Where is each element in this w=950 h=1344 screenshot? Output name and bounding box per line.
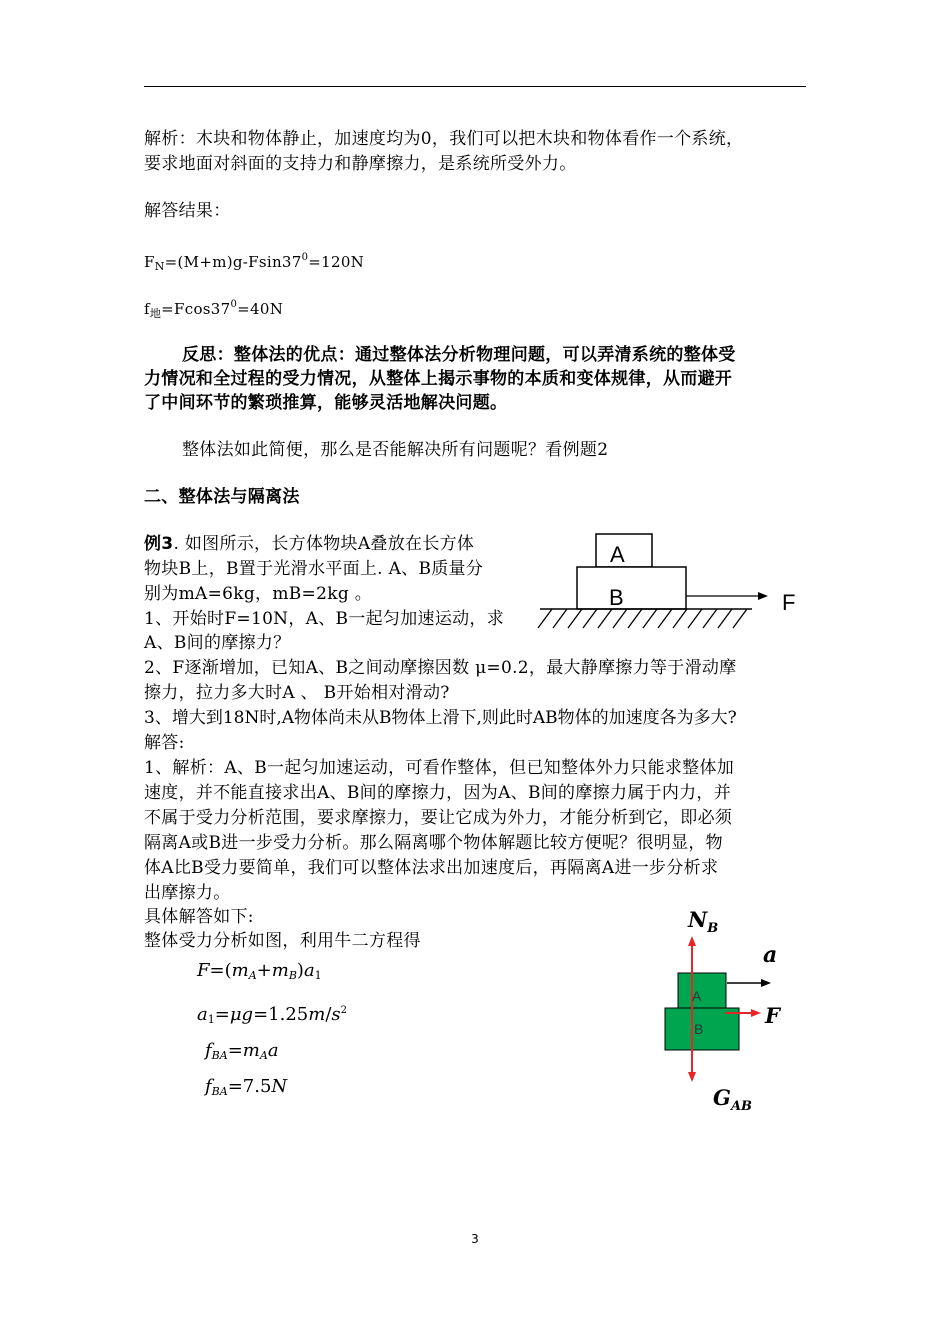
example-line-2: 物块B上，B置于光滑水平面上. A、B质量分: [144, 559, 484, 579]
answer-heading: 解答:: [144, 733, 185, 753]
acceleration-label: a: [763, 942, 778, 968]
solution-line-4: 隔离A或B进一步受力分析。那么隔离哪个物体解题比较方便呢？很明显，物: [144, 833, 723, 853]
reflection-line-1: 反思：整体法的优点：通过整体法分析物理问题，可以弄清系统的整体受: [182, 345, 736, 365]
applied-force-arrowhead: [751, 1009, 761, 1017]
acceleration-arrowhead: [761, 979, 771, 987]
block-a-text: A: [692, 988, 702, 1004]
question-1a: 1、开始时F=10N，A、B一起匀加速运动，求: [144, 609, 505, 629]
transition-text: 整体法如此简便，那么是否能解决所有问题呢？看例题2: [182, 440, 609, 460]
equation-normal-force: $F_N=(M+m)g-Fsin37^0=120N$: [144, 252, 365, 273]
block-a-green: [678, 973, 726, 1008]
equation-4: $f_{BA}=7.5N$: [205, 1076, 288, 1098]
question-3: 3、增大到18N时,A物体尚未从B物体上滑下,则此时AB物体的加速度各为多大?: [144, 708, 737, 728]
stacked-blocks-figure: [530, 530, 810, 640]
example-label: 例3: [144, 534, 174, 554]
reflection-line-3: 了中间环节的繁琐推算，能够灵活地解决问题。: [144, 393, 508, 413]
solution-line-1: 1、解析：A、B一起匀加速运动，可看作整体，但已知整体外力只能求整体加: [144, 758, 735, 778]
block-b-label: B: [609, 585, 624, 610]
solution-line-5: 体A比B受力要简单，我们可以整体法求出加速度后，再隔离A进一步分析求: [144, 858, 719, 878]
equation-1: $F=(m_A+m_B)a_1$: [197, 960, 322, 982]
solution-line-8: 整体受力分析如图，利用牛二方程得: [144, 931, 421, 951]
equation-2: $a_1=\mu g=1.25m/s^2$: [197, 1004, 348, 1026]
force-arrowhead: [758, 592, 768, 600]
normal-force-arrowhead: [688, 936, 696, 946]
gravity-arrowhead: [688, 1072, 696, 1082]
example-line-1: 例3. 如图所示，长方体物块A叠放在长方体: [144, 534, 475, 554]
result-heading: 解答结果：: [144, 201, 231, 221]
solution-line-6: 出摩擦力。: [144, 883, 231, 903]
question-2a: 2、F逐渐增加，已知A、B之间动摩擦因数 μ=0.2，最大静摩擦力等于滑动摩: [144, 658, 737, 678]
analysis-line-2: 要求地面对斜面的支持力和静摩擦力，是系统所受外力。: [144, 154, 577, 174]
block-b: [577, 567, 686, 609]
section-heading: 二、整体法与隔离法: [144, 487, 300, 507]
normal-force-label: $N_B$: [688, 907, 719, 936]
example-line-3: 别为mA=6kg，mB=2kg 。: [144, 584, 373, 604]
applied-force-label: F: [765, 1003, 780, 1028]
equation-3: $f_{BA}=m_Aa$: [205, 1040, 279, 1062]
block-a-label: A: [610, 542, 625, 567]
block-b-text: B: [694, 1021, 704, 1037]
solution-line-2: 速度，并不能直接求出A、B间的摩擦力，因为A、B间的摩擦力属于内力，并: [144, 783, 732, 803]
reflection-line-2: 力情况和全过程的受力情况，从整体上揭示事物的本质和变体规律，从而避开: [144, 369, 733, 389]
gravity-label: $G_{AB}$: [713, 1085, 753, 1114]
page-number: 3: [471, 1232, 479, 1246]
equation-ground-friction: $f_地=Fcos37^0=40N$: [144, 299, 284, 320]
question-1b: A、B间的摩擦力？: [144, 633, 291, 653]
ground-hatch: [538, 609, 747, 628]
solution-line-3: 不属于受力分析范围，要求摩擦力，要让它成为外力，才能分析到它，即必须: [144, 808, 733, 828]
analysis-line-1: 解析：木块和物体静止，加速度均为0，我们可以把木块和物体看作一个系统，: [144, 129, 744, 149]
header-rule: [144, 86, 806, 87]
question-2b: 擦力，拉力多大时A 、 B开始相对滑动?: [144, 683, 450, 703]
solution-line-7: 具体解答如下:: [144, 907, 254, 927]
free-body-diagram: [655, 900, 790, 1125]
force-label: F: [782, 590, 796, 615]
